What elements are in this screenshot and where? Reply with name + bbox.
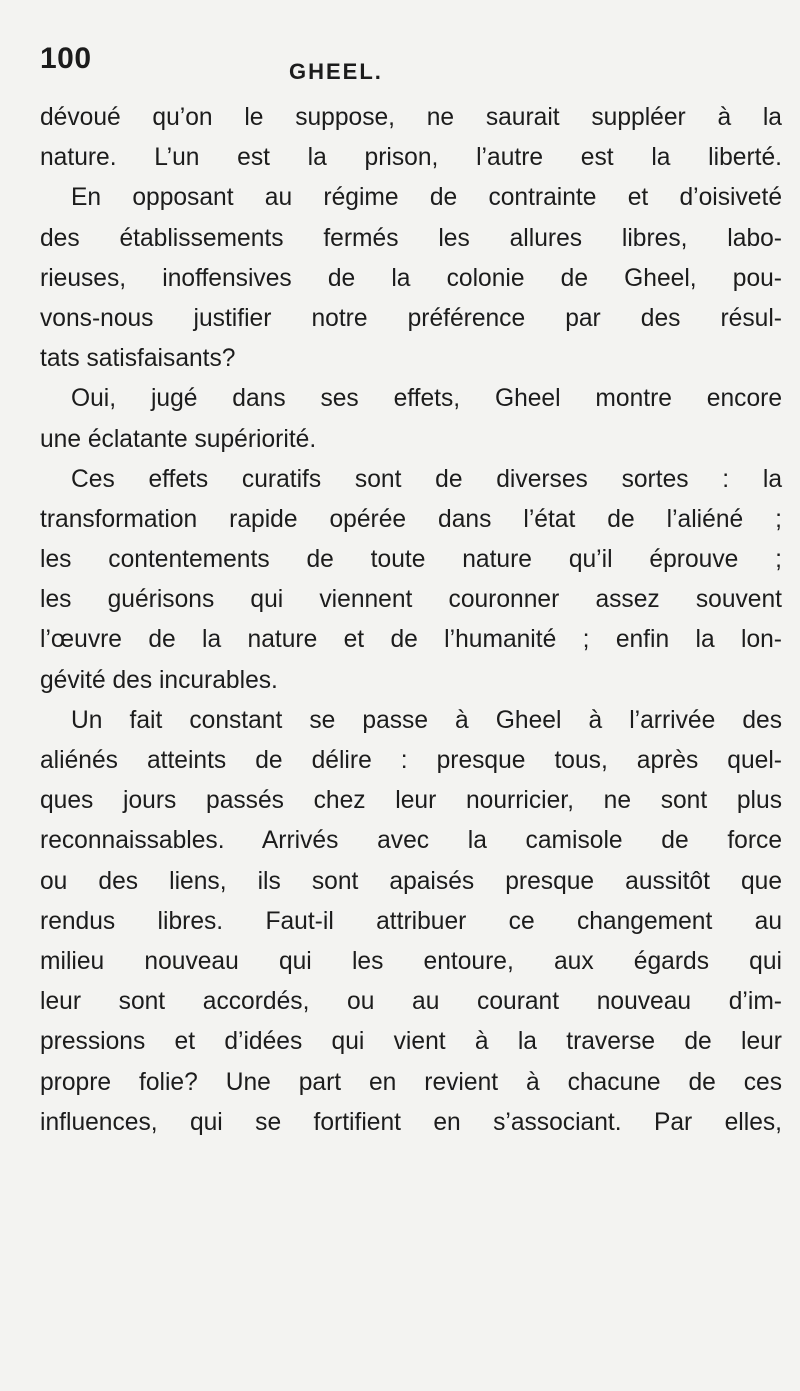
text-line: rendus libres. Faut-il attribuer ce changement au [40,907,782,935]
text-line: les contentements de toute nature qu’il éprouve ; [40,546,782,574]
text-line: aliénés atteints de délire : presque tous, après quel- [40,747,782,774]
text-line: les guérisons qui viennent couronner assez souvent [40,586,782,614]
text-line: Ces effets curatifs sont de diverses sortes : la [71,465,782,493]
text-line: pressions et d’idées qui vient à la traverse de leur [40,1028,782,1056]
text-line: En opposant au régime de contrainte et d’oisiveté [71,184,782,212]
text-line: Oui, jugé dans ses effets, Gheel montre encore [71,385,782,413]
text-line: nature. L’un est la prison, l’autre est la liberté. [40,144,782,172]
text-line: ou des liens, ils sont apaisés presque aussitôt que [40,867,782,895]
text-line: dévoué qu’on le suppose, ne saurait suppléer à la [40,104,782,131]
text-line: influences, qui se fortifient en s’associant. Par elles, [40,1108,782,1136]
text-line: gévité des incurables. [40,666,278,694]
text-line: milieu nouveau qui les entoure, aux égards qui [40,947,782,975]
running-head: GHEEL. [289,59,383,84]
text-line: tats satisfaisants? [40,345,236,373]
text-line: reconnaissables. Arrivés avec la camisole de force [40,827,782,855]
text-line: vons-nous justifier notre préférence par des résul- [40,304,782,332]
text-line: leur sont accordés, ou au courant nouveau d’im- [40,988,782,1016]
body-text [40,98,782,1143]
text-line: des établissements fermés les allures libres, labo- [40,224,782,252]
page-header [40,42,780,92]
text-line: une éclatante supériorité. [40,425,317,453]
text-line: propre folie? Une part en revient à chacune de ces [40,1068,782,1096]
text-line: transformation rapide opérée dans l’état de l’aliéné ; [40,505,782,533]
text-line: ques jours passés chez leur nourricier, ne sont plus [40,787,782,815]
text-line: rieuses, inoffensives de la colonie de Gheel, pou- [40,264,782,292]
page-number: 100 [40,42,92,75]
text-line: l’œuvre de la nature et de l’humanité ; enfin la lon- [40,626,782,654]
text-line: Un fait constant se passe à Gheel à l’arrivée des [71,706,782,734]
